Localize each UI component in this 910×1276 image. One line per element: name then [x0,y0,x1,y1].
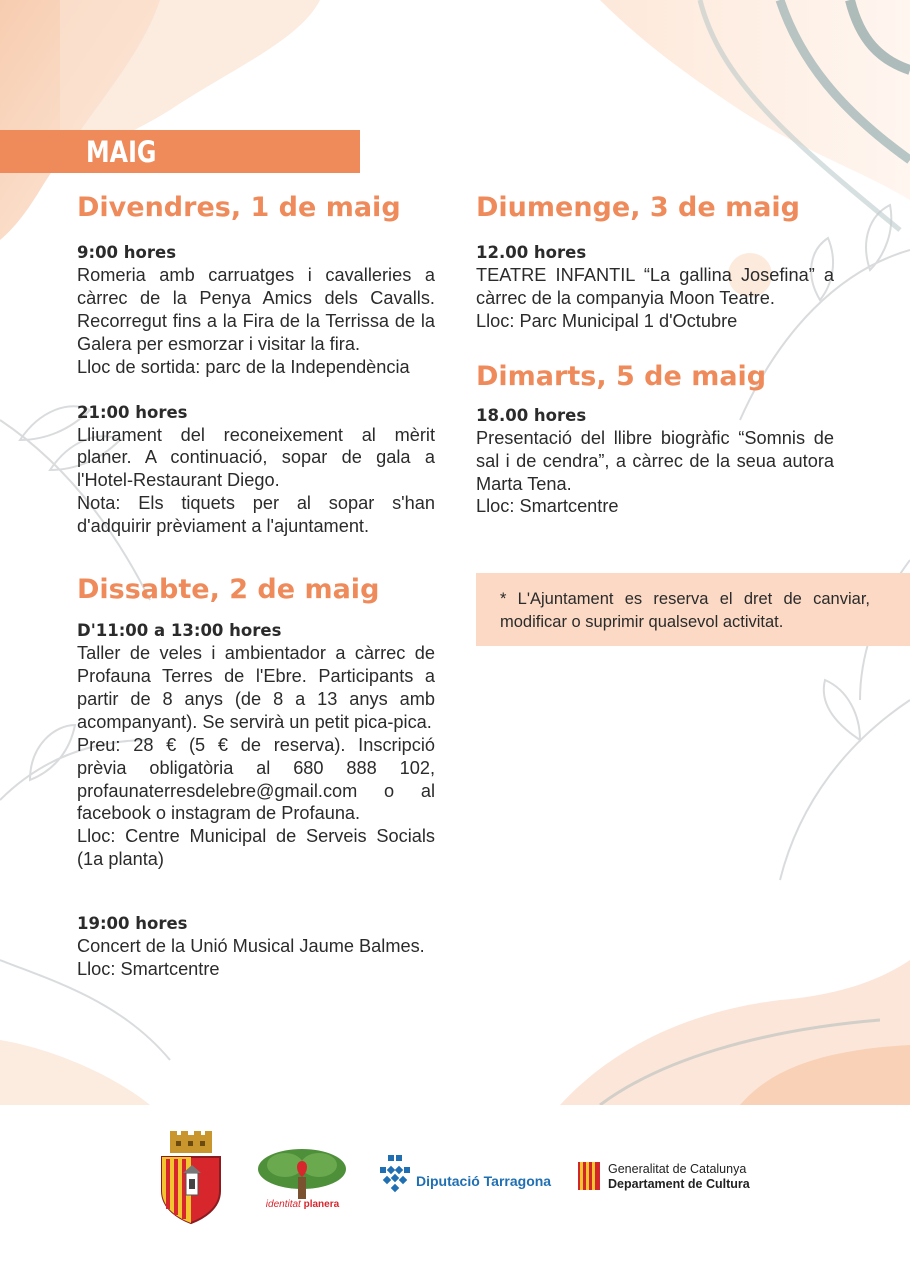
event-description: Presentació del llibre biogràfic “Somnis de sal i de cendra”, a càrrec de la seua autora Marta Tena. Lloc: Smartcentre [476,427,834,517]
event-time: 19:00 hores [77,914,188,934]
planera-text: planera [303,1199,340,1210]
event-time: 12.00 hores [476,243,587,262]
event-time: 21:00 hores [77,402,188,422]
coat-of-arms-logo [158,1129,224,1225]
event-description: Taller de veles i ambientador a càrrec de Profauna Terres de l'Ebre. Participants a partir de 8 anys (de 8 a 13 anys amb acompanyant). Se servirà un petit pica-pica. Preu: 28 € (5 € de reserva). Inscripció prèvia obligatòria al 680 888 102, profaunaterresdelebre@gmail.com o al facebook o instagram de Profauna. Lloc: Centre Municipal de Serveis Socials (1a planta) [77,643,435,870]
event-description: Lliurament del reconeixement al mèrit planer. A continuació, sopar de gala a l'Hotel-Restaurant Diego. Nota: Els tiquets per al sopar s'han d'adquirir prèviament a l'ajuntament. [77,424,435,537]
footer-logos [0,1105,910,1276]
diputacio-tarragona-logo [378,1153,558,1203]
event-description: Romeria amb carruatges i cavalleries a càrrec de la Penya Amics dels Cavalls. Recorregut fins a la Fira de la Terrissa de la Galera per esmorzar i visitar la fira. Lloc de sortida: parc de la Independència [77,265,435,377]
event-description: Concert de la Unió Musical Jaume Balmes. Lloc: Smartcentre [77,936,425,980]
month-label: MAIG [86,135,157,169]
event-time: 9:00 hores [77,243,177,262]
identitat-planera-logo [255,1145,350,1225]
day-heading: Diumenge, 3 de maig [476,192,801,223]
day-heading: Dissabte, 2 de maig [77,574,380,606]
diputacio-text: Diputació Tarragona [416,1173,552,1189]
event-time: D'11:00 a 13:00 hores [77,621,282,641]
event-time: 18.00 hores [476,405,587,425]
left-column [77,190,435,981]
identitat-text: identitat [265,1199,301,1210]
day-heading: Divendres, 1 de maig [77,192,401,223]
month-banner [0,130,360,173]
day-heading: Dimarts, 5 de maig [476,360,767,392]
generalitat-logo [578,1160,768,1196]
disclaimer-text: * L'Ajuntament es reserva el dret de canviar, modificar o suprimir qualsevol activitat. [500,590,870,631]
generalitat-line1: Generalitat de Catalunya [608,1162,747,1176]
disclaimer-box [476,573,910,646]
event-description: TEATRE INFANTIL “La gallina Josefina” a càrrec de la companyia Moon Teatre. Lloc: Parc Municipal 1 d'Octubre [476,265,834,331]
generalitat-line2: Departament de Cultura [608,1177,750,1191]
right-column [476,190,834,518]
